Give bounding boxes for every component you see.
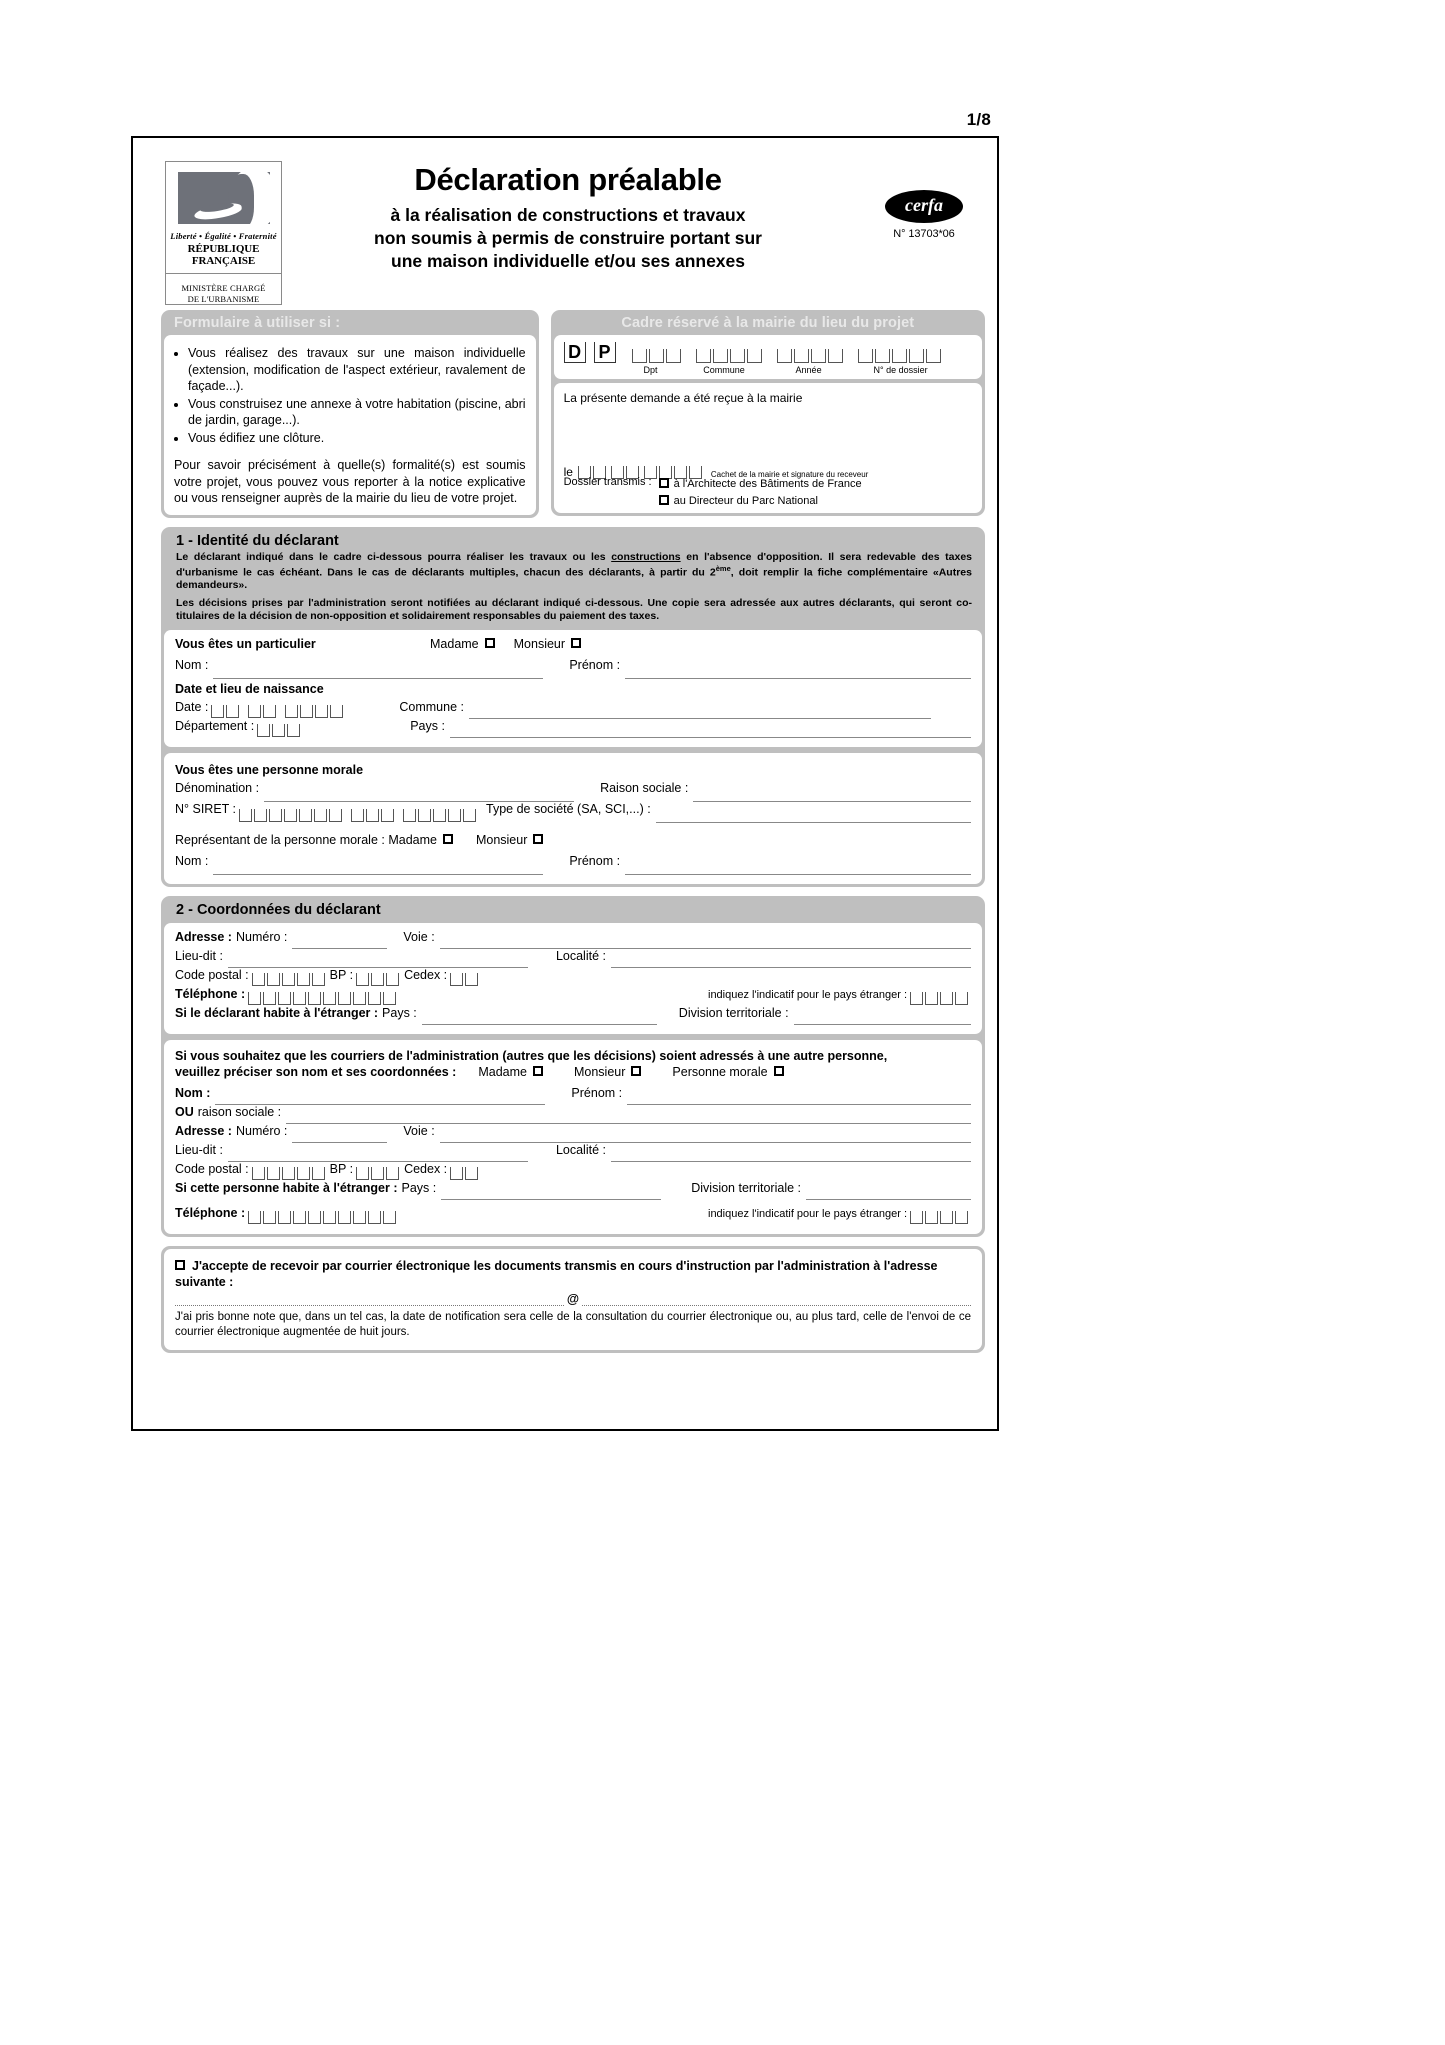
prenom-other-input[interactable]: [627, 1092, 971, 1105]
form-usage-content: [174, 345, 526, 507]
at-symbol: @: [566, 1291, 580, 1306]
mairie-receipt-box: [554, 383, 982, 513]
other-person-intro: Si vous souhaitez que les courriers de l'administration (autres que les décisions) soient adressés à une autre personne,: [175, 1049, 888, 1064]
etranger-declarant-label: Si le déclarant habite à l'étranger :: [175, 1006, 379, 1021]
other-etranger-row: [175, 1181, 971, 1200]
numero-other-input[interactable]: [292, 1130, 387, 1143]
prenom-input[interactable]: [625, 666, 971, 679]
checkbox-icon[interactable]: [659, 478, 669, 488]
ou-label: OU: [175, 1105, 194, 1120]
cachet-note: Cachet de la mairie et signature du receveur: [710, 470, 869, 479]
personne-morale-other-label: Personne morale: [672, 1065, 768, 1080]
prenom-representant-label: Prénom :: [569, 854, 621, 869]
particulier-name-row: [175, 658, 971, 679]
list-item: • Vous construisez une annexe à votre habitation (piscine, abri de jardin, garage...).: [188, 396, 526, 429]
email-consent-note: J'ai pris bonne note que, dans un tel cas, la date de notification sera celle de la consultation du courrier électronique ou, au plus tard, celle de l'envoi de ce courrier électronique augmentée de huit jours.: [175, 1310, 971, 1338]
indicatif-label: indiquez l'indicatif pour le pays étranger :: [708, 989, 907, 1002]
code-postal-other-label: Code postal :: [175, 1162, 249, 1177]
localite-input[interactable]: [611, 955, 971, 968]
division-input[interactable]: [794, 1012, 971, 1025]
other-person-intro-line2: veuillez préciser son nom et ses coordonnées :: [175, 1065, 457, 1080]
logo-republic-label: RÉPUBLIQUE FRANÇAISE: [187, 243, 260, 267]
other-lieudit-row: [175, 1143, 971, 1162]
voie-label: Voie :: [403, 930, 435, 945]
form-usage-title: Formulaire à utiliser si :: [174, 315, 341, 331]
representant-name-row: [175, 854, 971, 875]
label-dpt: Dpt: [643, 365, 658, 375]
checkbox-email-consent[interactable]: [175, 1260, 185, 1270]
form-usage-paragraph: Pour savoir précisément à quelle(s) formalité(s) est soumis votre projet, vous pouvez vous reporter à la notice explicative ou vous renseigner auprès de la mairie du lieu de votre projet.: [174, 458, 526, 505]
list-item: • Vous édifiez une clôture.: [188, 430, 526, 447]
monsieur-representant-label: Monsieur: [475, 833, 528, 848]
pays-other-label: Pays :: [401, 1181, 437, 1196]
title-block: [298, 164, 838, 273]
etranger-personne-label: Si cette personne habite à l'étranger :: [175, 1181, 398, 1196]
cerfa-logo: [869, 190, 979, 240]
form-sheet: [131, 110, 999, 1431]
other-telephone-row: [175, 1206, 971, 1225]
voie-other-input[interactable]: [440, 1130, 971, 1143]
representant-label: Représentant de la personne morale : Madame: [175, 833, 437, 848]
numero-input[interactable]: [292, 936, 387, 949]
nom-other-input[interactable]: [215, 1092, 545, 1105]
personne-morale-fieldset: [164, 753, 982, 884]
section-1-note-1: Le déclarant indiqué dans le cadre ci-dessous pourra réaliser les travaux ou les constructions en l'absence d'opposition. Il sera redevable des taxes d'urbanisme le cas échéant. Dans le cas de déclarants multiples, chacun des déclarants, à partir du 2ème, doit remplir la fiche complémentaire «Autres demandeurs».: [176, 550, 973, 592]
option-parc-label: au Directeur du Parc National: [673, 494, 818, 507]
raison-sociale-other-label: raison sociale :: [197, 1105, 282, 1120]
code-postal-other-boxes[interactable]: [252, 1167, 327, 1181]
representant-row: [175, 833, 971, 854]
adresse-label: Adresse :: [175, 930, 232, 945]
label-dossier: N° de dossier: [873, 365, 928, 375]
checkbox-madame-other[interactable]: [533, 1066, 543, 1076]
list-item: • Vous réalisez des travaux sur une maison individuelle (extension, modification de l'aspect extérieur, ravalement de façade...).: [188, 345, 526, 395]
top-info-row: [161, 310, 985, 518]
form-usage-list: [174, 345, 526, 446]
mairie-title: Cadre réservé à la mairie du lieu du projet: [621, 315, 915, 331]
ministry-label: MINISTÈRE CHARGÉ DE L'URBANISME: [181, 283, 266, 305]
nom-representant-label: Nom :: [175, 854, 209, 869]
personne-morale-title: Vous êtes une personne morale: [175, 763, 364, 778]
commune-label: Commune :: [399, 700, 464, 715]
particulier-fieldset: [164, 630, 982, 747]
email-local-input[interactable]: [175, 1293, 564, 1306]
telephone-label: Téléphone :: [175, 987, 246, 1002]
adresse-row: [175, 930, 971, 949]
adresse-other-label: Adresse :: [175, 1124, 232, 1139]
checkbox-madame-particulier[interactable]: [485, 638, 495, 648]
checkbox-architecte[interactable]: [659, 478, 674, 490]
telephone-row: [175, 987, 971, 1006]
denomination-input[interactable]: [264, 789, 574, 802]
pays-label: Pays :: [410, 719, 445, 734]
monsieur-other-label: Monsieur: [573, 1065, 626, 1080]
section-2-coordonnees: [161, 896, 985, 1237]
bp-boxes[interactable]: [356, 973, 401, 987]
telephone-other-label: Téléphone :: [175, 1206, 246, 1221]
label-commune: Commune: [703, 365, 745, 375]
cedex-label: Cedex :: [404, 968, 448, 983]
localite-other-input[interactable]: [611, 1149, 971, 1162]
mairie-reserved-block: [551, 310, 985, 518]
siret-row: [175, 802, 971, 823]
other-raison-sociale-row: [175, 1105, 971, 1124]
siret-label: N° SIRET :: [175, 802, 237, 817]
dp-code-line: [564, 342, 972, 363]
raison-sociale-input[interactable]: [693, 789, 971, 802]
particulier-title: Vous êtes un particulier: [175, 637, 316, 652]
division-other-input[interactable]: [806, 1187, 971, 1200]
nom-label: Nom :: [175, 658, 209, 673]
type-societe-label: Type de société (SA, SCI,...) :: [486, 802, 651, 817]
dossier-box-labels: [564, 365, 972, 375]
page-title: Déclaration préalable: [414, 162, 722, 197]
label-annee: Année: [795, 365, 822, 375]
dossier-transmis-options: [659, 476, 862, 509]
raison-sociale-label: Raison sociale :: [600, 781, 689, 796]
form-header: [133, 138, 997, 308]
section-1-heading: 1 - Identité du déclarant: [176, 532, 339, 549]
division-other-label: Division territoriale :: [691, 1181, 801, 1196]
dossier-number-row: [554, 335, 982, 379]
other-person-civility-row: [175, 1065, 971, 1086]
le-label: le: [563, 465, 573, 479]
lieu-dit-other-input[interactable]: [228, 1149, 528, 1162]
section-2-heading: 2 - Coordonnées du déclarant: [176, 902, 381, 919]
etranger-declarant-row: [175, 1006, 971, 1025]
other-codepostal-row: [175, 1162, 971, 1181]
commune-input[interactable]: [469, 706, 931, 719]
indicatif-other-boxes[interactable]: [910, 1211, 968, 1225]
voie-input[interactable]: [440, 936, 971, 949]
checkbox-monsieur-particulier[interactable]: [571, 638, 581, 648]
prenom-label: Prénom :: [569, 658, 621, 673]
logo-motto: Liberté • Égalité • Fraternité: [170, 231, 277, 241]
logo-divider: [166, 273, 281, 274]
option-architecte-label: à l'Architecte des Bâtiments de France: [673, 478, 862, 490]
numero-label: Numéro :: [235, 930, 288, 945]
marianne-logo-icon: [178, 172, 270, 224]
localite-other-label: Localité :: [555, 1143, 606, 1158]
form-usage-block: [161, 310, 539, 518]
declarant-address-fieldset: [164, 923, 982, 1034]
checkbox-madame-representant[interactable]: [443, 834, 453, 844]
bp-label: BP :: [329, 968, 354, 983]
prenom-other-label: Prénom :: [571, 1086, 623, 1101]
bp-other-boxes[interactable]: [356, 1167, 401, 1181]
section-1-note-2: Les décisions prises par l'administration seront notifiées au déclarant indiqué ci-dessous. Une copie sera adressée aux autres déclarants, qui seront co-titulaires de la décision de non-opposition et solidairement responsables du paiement des taxes.: [176, 596, 972, 622]
particulier-title-row: [175, 637, 971, 658]
indicatif-other-label: indiquez l'indicatif pour le pays étranger :: [708, 1208, 907, 1221]
departement-label: Département :: [175, 719, 255, 734]
cedex-boxes[interactable]: [450, 973, 485, 987]
email-address-row: [175, 1292, 971, 1306]
localite-label: Localité :: [555, 949, 606, 964]
lieu-dit-label: Lieu-dit :: [175, 949, 223, 964]
bp-other-label: BP :: [329, 1162, 354, 1177]
madame-label: Madame: [430, 637, 479, 652]
dossier-boxes[interactable]: [858, 349, 941, 363]
nom-representant-input[interactable]: [213, 862, 543, 875]
email-consent-section: [161, 1246, 985, 1352]
lieu-dit-input[interactable]: [228, 955, 528, 968]
division-label: Division territoriale :: [678, 1006, 789, 1021]
date-label: Date :: [175, 700, 209, 715]
birth-dept-row: [175, 719, 971, 738]
numero-other-label: Numéro :: [235, 1124, 288, 1139]
cerfa-number: N° 13703*06: [893, 228, 955, 240]
other-person-fieldset: [164, 1040, 982, 1234]
indicatif-boxes[interactable]: [910, 992, 968, 1006]
prenom-representant-input[interactable]: [625, 862, 971, 875]
dpt-boxes[interactable]: [632, 349, 681, 363]
pays-etranger-input[interactable]: [422, 1012, 657, 1025]
cedex-other-boxes[interactable]: [450, 1167, 485, 1181]
code-postal-boxes[interactable]: [252, 973, 327, 987]
denomination-row: [175, 781, 971, 802]
cedex-other-label: Cedex :: [404, 1162, 448, 1177]
madame-other-label: Madame: [478, 1065, 527, 1080]
section-1-identite: [161, 527, 985, 888]
telephone-boxes[interactable]: [248, 992, 396, 1006]
birth-date-boxes[interactable]: [211, 705, 350, 719]
dossier-transmis-row: [564, 476, 862, 509]
pays-other-input[interactable]: [441, 1187, 661, 1200]
lieudit-row: [175, 949, 971, 968]
email-consent-box: [164, 1249, 982, 1349]
dp-letter-d: D: [564, 342, 586, 363]
nom-input[interactable]: [213, 666, 543, 679]
departement-boxes[interactable]: [257, 724, 307, 738]
nom-other-label: Nom :: [175, 1086, 211, 1101]
page-subtitle: à la réalisation de constructions et travaux non soumis à permis de construire portant sur une maison individuelle et/ou ses annexes: [374, 204, 762, 272]
siret-boxes[interactable]: [239, 809, 483, 823]
telephone-other-boxes[interactable]: [248, 1211, 396, 1225]
email-domain-input[interactable]: [582, 1293, 971, 1306]
commune-boxes[interactable]: [696, 349, 762, 363]
email-consent-statement: J'accepte de recevoir par courrier électronique les documents transmis en cours d'instruction par l'administration à l'adresse suivante :: [175, 1259, 938, 1290]
raison-sociale-other-input[interactable]: [286, 1111, 971, 1124]
dossier-transmis-label: Dossier transmis :: [563, 476, 652, 488]
checkbox-personne-morale-other[interactable]: [774, 1066, 784, 1076]
type-societe-input[interactable]: [656, 810, 971, 823]
pays-input[interactable]: [450, 725, 971, 738]
received-text: La présente demande a été reçue à la mairie: [563, 391, 803, 405]
dp-letter-p: P: [594, 342, 616, 363]
code-postal-label: Code postal :: [175, 968, 249, 983]
annee-boxes[interactable]: [777, 349, 843, 363]
cerfa-wordmark: cerfa: [905, 195, 943, 215]
checkbox-monsieur-other[interactable]: [631, 1066, 641, 1076]
republic-logo-box: [165, 161, 282, 305]
checkbox-icon[interactable]: [659, 495, 669, 505]
monsieur-label: Monsieur: [513, 637, 566, 652]
birth-heading: Date et lieu de naissance: [175, 682, 324, 697]
checkbox-parc-national[interactable]: [659, 495, 674, 507]
other-adresse-row: [175, 1124, 971, 1143]
birth-date-row: [175, 700, 971, 719]
denomination-label: Dénomination :: [175, 781, 260, 796]
checkbox-monsieur-representant[interactable]: [533, 834, 543, 844]
lieu-dit-other-label: Lieu-dit :: [175, 1143, 223, 1158]
cerfa-oval-icon: [885, 190, 963, 223]
pays-etranger-label: Pays :: [382, 1006, 417, 1021]
codepostal-row: [175, 968, 971, 987]
voie-other-label: Voie :: [403, 1124, 435, 1139]
other-person-name-row: [175, 1086, 971, 1105]
page-number: 1/8: [966, 110, 991, 129]
